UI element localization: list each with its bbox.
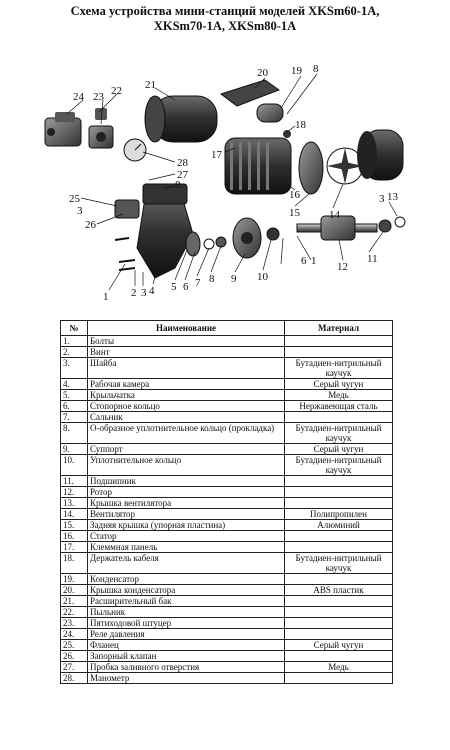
row-material-cell: Медь xyxy=(285,390,393,401)
callout-4: 4 xyxy=(149,285,155,297)
row-material-cell: Серый чугун xyxy=(285,379,393,390)
row-number-cell: 18. xyxy=(61,553,88,574)
row-number-cell: 2. xyxy=(61,347,88,358)
row-material-cell xyxy=(285,607,393,618)
row-name-cell: Уплотнительное кольцо xyxy=(88,455,285,476)
callout-14: 14 xyxy=(329,209,340,221)
row-name-cell: Ротор xyxy=(88,487,285,498)
expansion-tank-part xyxy=(145,96,217,142)
callout-24: 24 xyxy=(73,91,84,103)
row-material-cell: Серый чугун xyxy=(285,444,393,455)
row-number-cell: 5. xyxy=(61,390,88,401)
row-number-cell: 8. xyxy=(61,423,88,444)
row-number-cell: 12. xyxy=(61,487,88,498)
bolts-part xyxy=(115,238,135,270)
table-header-row xyxy=(61,321,393,336)
row-material-cell xyxy=(285,673,393,684)
row-material-cell xyxy=(285,498,393,509)
row-name-cell: Пыльник xyxy=(88,607,285,618)
manometer-part xyxy=(124,139,146,161)
table-row xyxy=(61,585,393,596)
table-row xyxy=(61,574,393,585)
table-row xyxy=(61,618,393,629)
callout-5: 5 xyxy=(171,281,177,293)
callout-3-right: 3 xyxy=(379,193,385,205)
row-name-cell: Суппорт xyxy=(88,444,285,455)
row-number-cell: 21. xyxy=(61,596,88,607)
table-row xyxy=(61,390,393,401)
exploded-pump-diagram xyxy=(25,38,430,310)
table-row xyxy=(61,498,393,509)
table-row xyxy=(61,347,393,358)
table-row xyxy=(61,607,393,618)
callout-27: 27 xyxy=(177,169,188,181)
callout-16: 16 xyxy=(289,189,300,201)
five-way-fitting-part xyxy=(89,108,113,148)
row-material-cell xyxy=(285,629,393,640)
table-row xyxy=(61,476,393,487)
row-name-cell: Пятиходовой штуцер xyxy=(88,618,285,629)
callout-28: 28 xyxy=(177,157,188,169)
support-part xyxy=(233,218,261,258)
row-name-cell: Запорный клапан xyxy=(88,651,285,662)
row-number-cell: 26. xyxy=(61,651,88,662)
row-material-cell xyxy=(285,476,393,487)
row-number-cell: 25. xyxy=(61,640,88,651)
capacitor-cover-part xyxy=(221,80,283,122)
table-row xyxy=(61,629,393,640)
table-row xyxy=(61,401,393,412)
row-name-cell: Подшипник xyxy=(88,476,285,487)
row-material-cell xyxy=(285,574,393,585)
callout-7: 7 xyxy=(195,277,201,289)
callout-6: 6 xyxy=(183,281,189,293)
row-name-cell: Пробка заливного отверстия xyxy=(88,662,285,673)
row-material-cell xyxy=(285,618,393,629)
row-number-cell: 24. xyxy=(61,629,88,640)
callout-8: 8 xyxy=(209,273,215,285)
row-name-cell: Вентилятор xyxy=(88,509,285,520)
impeller-part xyxy=(186,232,226,256)
row-name-cell: Рабочая камера xyxy=(88,379,285,390)
row-name-cell: Статор xyxy=(88,531,285,542)
callout-19: 19 xyxy=(291,65,302,77)
row-number-cell: 17. xyxy=(61,542,88,553)
table-row xyxy=(61,358,393,379)
row-number-cell: 22. xyxy=(61,607,88,618)
callout-6-right: 6 xyxy=(301,255,307,267)
row-material-cell: Бутадиен-нитрильный каучук xyxy=(285,455,393,476)
callout-3-left: 3 xyxy=(77,205,83,217)
title-line-1: Схема устройства мини-станций моделей XKSm60-1A, xyxy=(70,4,380,18)
row-name-cell: Винт xyxy=(88,347,285,358)
header-name: Наименование xyxy=(88,321,285,336)
stator-part xyxy=(225,138,291,194)
row-name-cell: Фланец xyxy=(88,640,285,651)
table-row xyxy=(61,412,393,423)
row-number-cell: 16. xyxy=(61,531,88,542)
callout-18: 18 xyxy=(295,119,306,131)
callout-3: 3 xyxy=(141,287,147,299)
row-material-cell: Полипропилен xyxy=(285,509,393,520)
parts-table xyxy=(60,320,393,684)
table-row xyxy=(61,673,393,684)
callout-12: 12 xyxy=(337,261,348,273)
table-row xyxy=(61,553,393,574)
table-row xyxy=(61,520,393,531)
callout-10: 10 xyxy=(257,271,268,283)
table-row xyxy=(61,531,393,542)
table-row xyxy=(61,662,393,673)
seal-ring-part xyxy=(267,228,279,240)
row-material-cell: Алюминий xyxy=(285,520,393,531)
callout-21: 21 xyxy=(145,79,156,91)
callout-20: 20 xyxy=(257,67,268,79)
table-row xyxy=(61,444,393,455)
callout-23: 23 xyxy=(93,91,104,103)
table-row xyxy=(61,336,393,347)
table-row xyxy=(61,596,393,607)
row-number-cell: 19. xyxy=(61,574,88,585)
fan-cover-part xyxy=(357,130,403,180)
parts-table-body xyxy=(61,336,393,684)
callout-2: 2 xyxy=(131,287,137,299)
row-material-cell: Медь xyxy=(285,662,393,673)
header-number: № xyxy=(61,321,88,336)
callout-15: 15 xyxy=(289,207,300,219)
back-cover-part xyxy=(299,142,323,194)
row-name-cell: Задняя крышка (упорная пластина) xyxy=(88,520,285,531)
table-row xyxy=(61,379,393,390)
row-material-cell: Нержавеющая сталь xyxy=(285,401,393,412)
row-material-cell xyxy=(285,412,393,423)
table-row xyxy=(61,640,393,651)
bearing-part xyxy=(379,220,391,232)
table-row xyxy=(61,509,393,520)
row-number-cell: 7. xyxy=(61,412,88,423)
row-material-cell xyxy=(285,347,393,358)
row-name-cell: О-образное уплотнительное кольцо (прокладка) xyxy=(88,423,285,444)
row-number-cell: 3. xyxy=(61,358,88,379)
header-material: Материал xyxy=(285,321,393,336)
row-number-cell: 9. xyxy=(61,444,88,455)
row-name-cell: Манометр xyxy=(88,673,285,684)
row-number-cell: 10. xyxy=(61,455,88,476)
row-number-cell: 23. xyxy=(61,618,88,629)
row-name-cell: Стопорное кольцо xyxy=(88,401,285,412)
row-name-cell: Реле давления xyxy=(88,629,285,640)
callout-1: 1 xyxy=(103,291,109,303)
row-material-cell: Бутадиен-нитрильный каучук xyxy=(285,358,393,379)
row-material-cell: Бутадиен-нитрильный каучук xyxy=(285,553,393,574)
row-material-cell: Серый чугун xyxy=(285,640,393,651)
row-number-cell: 11. xyxy=(61,476,88,487)
row-name-cell: Держатель кабеля xyxy=(88,553,285,574)
callout-11: 11 xyxy=(367,253,378,265)
row-name-cell: Шайба xyxy=(88,358,285,379)
row-number-cell: 15. xyxy=(61,520,88,531)
callout-8-mid: 8 xyxy=(175,179,181,191)
callout-17: 17 xyxy=(211,149,222,161)
table-row xyxy=(61,651,393,662)
callout-13: 13 xyxy=(387,191,398,203)
page-title xyxy=(0,4,450,34)
row-material-cell: Бутадиен-нитрильный каучук xyxy=(285,423,393,444)
row-material-cell xyxy=(285,542,393,553)
row-name-cell: Крыльчатка xyxy=(88,390,285,401)
row-name-cell: Клеммная панель xyxy=(88,542,285,553)
table-row xyxy=(61,487,393,498)
row-name-cell: Крышка конденсатора xyxy=(88,585,285,596)
row-name-cell: Крышка вентилятора xyxy=(88,498,285,509)
row-number-cell: 6. xyxy=(61,401,88,412)
row-name-cell: Сальник xyxy=(88,412,285,423)
pressure-relay-part xyxy=(45,112,81,146)
row-number-cell: 27. xyxy=(61,662,88,673)
callout-22: 22 xyxy=(111,85,122,97)
cable-holder-part xyxy=(283,130,291,138)
row-number-cell: 28. xyxy=(61,673,88,684)
callout-1-right: 1 xyxy=(311,255,317,267)
row-name-cell: Расширительный бак xyxy=(88,596,285,607)
row-material-cell xyxy=(285,487,393,498)
row-number-cell: 1. xyxy=(61,336,88,347)
row-name-cell: Болты xyxy=(88,336,285,347)
callout-26: 26 xyxy=(85,219,96,231)
row-number-cell: 13. xyxy=(61,498,88,509)
row-material-cell: ABS пластик xyxy=(285,585,393,596)
row-material-cell xyxy=(285,651,393,662)
row-name-cell: Конденсатор xyxy=(88,574,285,585)
row-material-cell xyxy=(285,336,393,347)
callout-9: 9 xyxy=(231,273,237,285)
row-number-cell: 4. xyxy=(61,379,88,390)
table-row xyxy=(61,542,393,553)
row-number-cell: 14. xyxy=(61,509,88,520)
table-row xyxy=(61,423,393,444)
title-line-2: XKSm70-1A, XKSm80-1A xyxy=(153,19,297,33)
row-material-cell xyxy=(285,596,393,607)
callout-8-top: 8 xyxy=(313,63,319,75)
row-material-cell xyxy=(285,531,393,542)
table-row xyxy=(61,455,393,476)
row-number-cell: 20. xyxy=(61,585,88,596)
callout-25: 25 xyxy=(69,193,80,205)
